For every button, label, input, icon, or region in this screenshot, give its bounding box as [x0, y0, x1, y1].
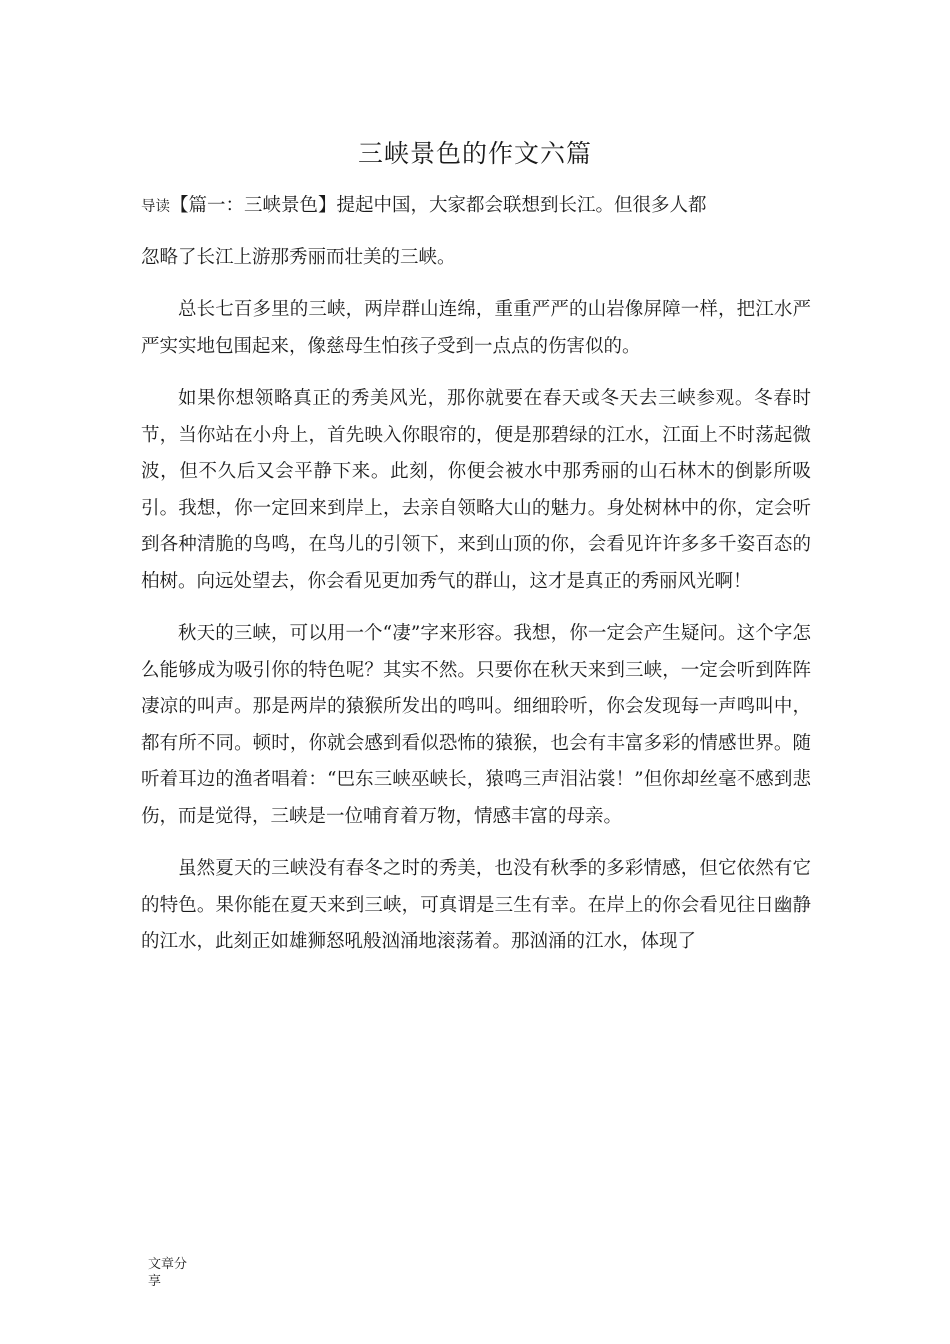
footer-note: 文章分享 [148, 1257, 188, 1289]
paragraph-1: 总长七百多里的三峡，两岸群山连绵，重重严严的山岩像屏障一样，把江水严严实实地包围起来，像慈母生怕孩子受到一点点的伤害似的。 [141, 299, 811, 357]
document-body [141, 188, 811, 961]
paragraph-2: 如果你想领略真正的秀美风光，那你就要在春天或冬天去三峡参观。冬春时节，当你站在小舟上，首先映入你眼帘的，便是那碧绿的江水，江面上不时荡起微波，但不久后又会平静下来。此刻，你便会被水中那秀丽的山石林木的倒影所吸引。我想，你一定回来到岸上，去亲自领略大山的魅力。身处树林中的你，定会听到各种清脆的鸟鸣，在鸟儿的引领下，来到山顶的你，会看见许许多多千姿百态的柏树。向远处望去，你会看见更加秀气的群山，这才是真正的秀丽风光啊！ [141, 388, 811, 592]
paragraph-3: 秋天的三峡，可以用一个“凄”字来形容。我想，你一定会产生疑问。这个字怎么能够成为吸引你的特色呢？其实不然。只要你在秋天来到三峡，一定会听到阵阵凄凉的叫声。那是两岸的猿猴所发出的鸣叫。细细聆听，你会发现每一声鸣叫中，都有所不同。顿时，你就会感到看似恐怖的猿猴，也会有丰富多彩的情感世界。随听着耳边的渔者唱着：“巴东三峡巫峡长，猿鸣三声泪沾裳！”但你却丝毫不感到悲伤，而是觉得，三峡是一位哺育着万物，情感丰富的母亲。 [141, 623, 811, 827]
document-title: 三峡景色的作文六篇 [357, 139, 592, 168]
paragraph-4: 虽然夏天的三峡没有春冬之时的秀美，也没有秋季的多彩情感，但它依然有它的特色。果你能在夏天来到三峡，可真谓是三生有幸。在岸上的你会看见往日幽静的江水，此刻正如雄狮怒吼般汹涌地滚荡着。那汹涌的江水，体现了 [141, 858, 811, 952]
lead-text-1: 【篇一：三峡景色】提起中国，大家都会联想到长江。但很多人都 [170, 195, 707, 216]
lead-line-2: 忽略了长江上游那秀丽而壮美的三峡。 [141, 246, 456, 268]
lead-line-1 [141, 188, 811, 226]
lead-tag: 导读 [141, 199, 170, 215]
